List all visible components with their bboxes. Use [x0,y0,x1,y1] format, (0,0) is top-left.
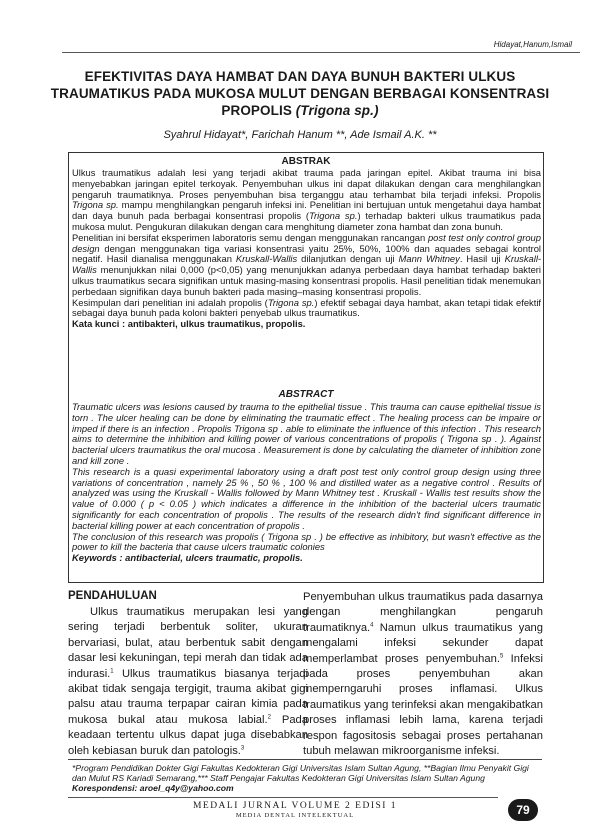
title-species: (Trigona sp.) [295,103,379,118]
title-propolis: PROPOLIS [221,103,292,118]
page-number-badge: 79 [508,799,538,821]
right-column [303,590,543,759]
footnote-rule [68,759,542,760]
footnote-correspondence: Korespondensi: aroel_q4y@yahoo.com [72,783,234,794]
title-line-2: TRAUMATIKUS PADA MUKOSA MULUT DENGAN BERBAGAI KONSENTRASI [50,86,550,101]
journal-name: MEDALI JURNAL VOLUME 2 EDISI 1 [192,801,398,811]
abstract-paragraph-3: The conclusion of this research was propolis ( Trigona sp . ) be effective as inhibitory, but wasn't effective as the power to kill the bacteria that cause ulcers traumatic colonies [72,530,541,553]
intro-paragraph-2: Penyembuhan ulkus traumatikus pada dasarnya dengan menghilangkan pengaruh traumatiknya.$^4$ Namun ulkus traumatikus yang mengalami infeksi sekunder dapat memperlambat proses penyembuhan.$^5$ Infeksi pada proses penyembuhan akan memperngaruhi proses inflamasi. Ulkus traumatikus yang terinfeksi akan mengakibatkan proses inflamasi lebih lama, karena terjadi respon fagositosis sebagai proses pertahanan tubuh melawan mikroorganisme infeksi. [303,591,543,758]
article-title [40,68,560,119]
footnote [72,763,542,794]
title-line-1: EFEKTIVITAS DAYA HAMBAT DAN DAYA BUNUH BAKTERI ULKUS [84,69,516,84]
title-line-3 [40,102,560,119]
abstrak-heading: ABSTRAK [281,156,331,167]
abstract-body [72,402,541,564]
footnote-affiliations: *Program Pendidikan Dokter Gigi Fakultas Kedokteran Gigi Universitas Islam Sultan Agung, **Bagian Ilmu Penyakit Gigi dan Mulut RS Kariadi Semarang,*** Staff Pengajar Fakultas Kedokteran Gigi Universitas Islam Sultan Agung [72,763,529,784]
abstract-heading: ABSTRACT [278,389,334,400]
author-list: Syahrul Hidayat*, Farichah Hanum **, Ade Ismail A.K. ** [163,129,437,141]
footer-rule [68,797,498,798]
section-heading: PENDAHULUAN [68,590,157,602]
abstract-paragraph-1: Traumatic ulcers was lesions caused by trauma to the epithelial tissue . This trauma can cause epithelial tissue is torn . The ulcer healing can be done by eliminating the traumatic effect . The healing process can be impaire or imped if there is an infection . Propolis Trigona sp . able to eliminate the influence of this infection . This research aims to determine the inhibition and killing power of various concentrations of propolis ( Trigona sp . ). Against bacterial ulcers traumatikus the oral mucosa . Measurement is done by calculating the diameter of inhibition zone and kill zone . [72,401,541,466]
abstrak-paragraph-1: Ulkus traumatikus adalah lesi yang terjadi akibat trauma pada jaringan epitel. Akibat trauma ini bisa menyebabkan jaringan epitel terkoyak. Penyembuhan ulkus ini dapat dilakukan dengan cara menghilangkan pengaruh traumatiknya. Proses penyembuhan bisa terganggu atau terhambat bila terjadi infeksi. Propolis Trigona sp. mampu menghilangkan pengaruh infeksi ini. Penelitian ini bertujuan untuk mengetahui daya hambat dan daya bunuh pada berbagai konsentrasi propolis (Trigona sp.) terhadap bakteri ulkus traumatikus pada mukosa mulut. Pengukuran dilakukan dengan cara menghitung diameter zona hambat dan zona bunuh. [72,167,542,232]
abstrak-paragraph-2: Penelitian ini bersifat eksperimen laboratoris semu dengan menggunakan rancangan post test only control group design dengan menggunakan tiga variasi konsentrasi yaitu 25%, 50%, 100% dan aquades sebagai kontrol negatif. Hasil dianalisa menggunakan Kruskall-Wallis dilanjutkan dengan uji Mann Whitney. Hasil uji Kruskall-Wallis menunjukkan nilai 0,000 (p<0,05) yang menunjukkan adanya perbedaan daya hambat terhadap bakteri ulkus traumatikus secara signifikan untuk masing-masing konsentrasi propolis. Hasil penelitian tidak menemukan perbedaan signifikan daya bunuh bakteri pada masing–masing konsentrasi propolis. [72,231,542,297]
running-head: Hidayat,Hanum,Ismail [493,40,572,49]
abstrak-keywords: Kata kunci : antibakteri, ulkus traumatikus, propolis. [72,318,306,330]
journal-subtitle: MEDIA DENTAL INTELEKTUAL [235,812,355,819]
abstrak-paragraph-3: Kesimpulan dari penelitian ini adalah propolis (Trigona sp.) efektif sebagai daya hambat, akan tetapi tidak efektif sebagai daya bunuh pada koloni bakteri penyebab ulkus traumatikus. [72,296,542,319]
abstract-keywords: Keywords : antibacterial, ulcers traumatic, propolis. [72,552,303,564]
abstrak-body [72,168,541,330]
header-rule [62,52,580,53]
abstract-paragraph-2: This research is a quasi experimental laboratory using a draft post test only control group design using three variations of concentration , namely 25 % , 50 % , 100 % and distilled water as a negative control . Results of analyzed was using the Kruskall - Wallis followed by Mann Whitney test . Kruskall - Wallis test results show the value of 0.000 ( p < 0.05 ) which indicates a difference in the inhibition of the bacterial ulcers traumatic significantly for each concentration of propolis . The results of the research didn't find significant difference in bacterial killing power at each concentration of propolis . [72,465,541,531]
intro-paragraph-1: Ulkus traumatikus merupakan lesi yang sering terjadi berbentuk soliter, ukuran bervariasi, bulat, atau berbentuk sabit dengan dasar lesi kekuningan, tepi merah dan tidak ada indurasi.$^1$ Ulkus traumatikus biasanya terjadi akibat tidak sengaja tergigit, trauma akibat gigi palsu atau trauma terpapar cairan kimia pada mukosa bukal atau mukosa labial.$^2$ Pada keadaan tertentu ulkus dapat juga disebabkan oleh kebiasan buruk dan patologis.$^3$ [68,606,308,757]
left-column [68,605,308,759]
